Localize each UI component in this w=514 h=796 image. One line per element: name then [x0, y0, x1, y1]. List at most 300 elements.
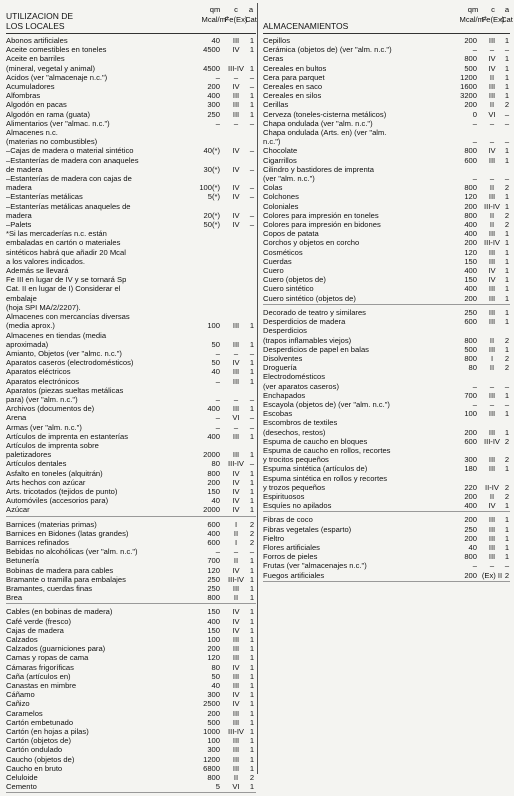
a-value: 2 [504, 570, 510, 580]
a-value: 1 [249, 782, 255, 792]
item-name: Espuma sintética en rollos y recortes [263, 473, 388, 483]
a-value: 1 [249, 671, 255, 681]
header-a: a Cat [245, 5, 257, 24]
item-name: (materias no combustibles) [6, 137, 98, 147]
c-value: – [489, 399, 495, 409]
table-row [6, 119, 256, 128]
item-name: Cerveza (toneles-cisterna metálicos) [263, 109, 387, 119]
item-name: aproximada) [6, 339, 49, 349]
table-row [6, 174, 256, 183]
qm-value: – [472, 381, 477, 391]
qm-value: 120 [207, 565, 220, 575]
a-value: 1 [504, 524, 510, 534]
a-value: 1 [249, 496, 255, 506]
table-row [6, 653, 256, 662]
qm-value: 30(*) [203, 164, 220, 174]
table-row [263, 317, 510, 326]
c-value: III [232, 367, 240, 377]
c-value: IV [488, 275, 496, 285]
c-value: III [488, 256, 496, 266]
qm-value: 200 [464, 570, 477, 580]
table-row [6, 137, 256, 146]
a-value: – [504, 174, 510, 184]
a-value: 2 [249, 528, 255, 538]
table-group [6, 520, 256, 605]
item-name: Chocolate [263, 146, 298, 156]
a-value: 1 [249, 468, 255, 478]
header-c: c Fe(Ex) [481, 5, 505, 24]
table-row [6, 718, 256, 727]
qm-value: 600 [464, 436, 477, 446]
c-value: IV [232, 358, 240, 368]
qm-value: 50(*) [203, 220, 220, 230]
c-value: III [488, 284, 496, 294]
table-row [6, 575, 256, 584]
table-row [6, 736, 256, 745]
table-row [263, 275, 510, 284]
item-name: Fibras vegetales (esparto) [263, 524, 352, 534]
item-name: Colores para impresión en bidones [263, 220, 381, 230]
qm-value: 400 [207, 91, 220, 101]
item-name: Cera para parquet [263, 72, 325, 82]
qm-value: 3200 [460, 91, 477, 101]
table-row [6, 699, 256, 708]
a-value: 1 [504, 238, 510, 248]
item-name: Caucho (objetos de) [6, 754, 75, 764]
a-value: – [504, 561, 510, 571]
c-value: III [232, 321, 240, 331]
c-value: III [232, 431, 240, 441]
qm-value: 5 [215, 782, 220, 792]
a-value: 1 [504, 201, 510, 211]
qm-value: 300 [464, 455, 477, 465]
c-value: III [232, 653, 240, 663]
table-row [263, 183, 510, 192]
item-name: Coloniales [263, 201, 299, 211]
table-row [263, 220, 510, 229]
item-name: Fuegos artificiales [263, 570, 325, 580]
c-value: IV [232, 616, 240, 626]
a-value: 1 [249, 708, 255, 718]
qm-value: 40 [468, 542, 477, 552]
qm-value: 40 [211, 36, 220, 45]
qm-value: 800 [464, 146, 477, 156]
table-row [263, 119, 510, 128]
table-row [6, 663, 256, 672]
table-row [263, 336, 510, 345]
item-name: Copos de patata [263, 229, 319, 239]
table-row [6, 441, 256, 450]
a-value: 1 [504, 542, 510, 552]
item-name: Aparatos eléctricos [6, 367, 71, 377]
item-name: Cañizo [6, 699, 30, 709]
item-name: Colchones [263, 192, 299, 202]
item-name: (mineral, vegetal y animal) [6, 63, 96, 73]
a-value: 2 [504, 335, 510, 345]
item-name: –Estanterías metálicas [6, 192, 83, 202]
table-row [263, 437, 510, 446]
c-value: III [488, 155, 496, 165]
a-value: 1 [249, 717, 255, 727]
a-value: 1 [249, 63, 255, 73]
c-value: II [489, 491, 495, 501]
table-row [6, 459, 256, 468]
a-value: – [249, 422, 255, 432]
table-row [6, 478, 256, 487]
c-value: II [489, 335, 495, 345]
c-value: III [488, 515, 496, 525]
item-name: Azúcar [6, 505, 30, 515]
c-value: IV [232, 690, 240, 700]
qm-value: 200 [207, 477, 220, 487]
table-row [6, 100, 256, 109]
qm-value: 300 [207, 690, 220, 700]
c-value: IV [488, 266, 496, 276]
c-value: IV [232, 183, 240, 193]
a-value: 1 [504, 344, 510, 354]
qm-value: 800 [464, 552, 477, 562]
a-value: 1 [249, 358, 255, 368]
item-name: Canastas en mimbre [6, 681, 77, 691]
item-name: Aparatos electrónicos [6, 376, 80, 386]
table-row [263, 382, 510, 391]
qm-value: 50 [211, 671, 220, 681]
c-value: III [232, 717, 240, 727]
item-name: Desperdicios de madera [263, 317, 346, 327]
table-row [6, 331, 256, 340]
table-row [6, 303, 256, 312]
table-row [6, 635, 256, 644]
qm-value: 100 [207, 635, 220, 644]
right-table-body [263, 34, 510, 582]
table-row [263, 64, 510, 73]
c-value: III [488, 524, 496, 534]
a-value: – [249, 164, 255, 174]
item-name: (desechos, restos) [263, 427, 326, 437]
item-name: –Estanterías de madera con cajas de [6, 174, 132, 184]
a-value: 1 [249, 690, 255, 700]
c-value: III [232, 745, 240, 755]
a-value: 1 [504, 72, 510, 82]
table-row [263, 82, 510, 91]
table-row [263, 308, 510, 317]
qm-value: – [215, 422, 220, 432]
item-name: Cartón (objetos de) [6, 736, 72, 746]
item-name: Esquíes no apilados [263, 501, 332, 511]
c-value: III [488, 293, 496, 303]
item-name: Amianto, Objetos (ver "almc. n.c.") [6, 348, 122, 358]
item-name: Acidos (ver "almacenaje n.c.") [6, 72, 108, 82]
table-row [6, 644, 256, 653]
qm-value: 180 [464, 464, 477, 474]
table-row [6, 165, 256, 174]
a-value: – [249, 348, 255, 358]
qm-value: 600 [207, 519, 220, 529]
table-row [263, 110, 510, 119]
a-value: 1 [249, 486, 255, 496]
item-name: (media aprox.) [6, 321, 55, 331]
item-name: Fieltro [263, 533, 285, 543]
a-value: 2 [249, 537, 255, 547]
a-value: – [249, 72, 255, 82]
qm-value: 400 [464, 229, 477, 239]
qm-value: 80 [211, 459, 220, 469]
a-value: – [249, 459, 255, 469]
c-value: III-IV [483, 201, 501, 211]
a-value: 2 [504, 183, 510, 193]
table-row [263, 354, 510, 363]
qm-value: 80 [211, 662, 220, 672]
a-value: 1 [504, 284, 510, 294]
qm-value: 400 [464, 284, 477, 294]
qm-value: 200 [464, 515, 477, 525]
c-value: III [232, 91, 240, 101]
a-value: – [249, 413, 255, 423]
qm-value: 500 [464, 63, 477, 73]
table-row [6, 469, 256, 478]
item-name: Almacenes en tiendas (media [6, 330, 107, 340]
qm-value: – [472, 561, 477, 571]
qm-value: 50 [211, 339, 220, 349]
qm-value: 200 [464, 201, 477, 211]
qm-value: 400 [464, 266, 477, 276]
left-column-title: UTILIZACION DE LOS LOCALES [6, 11, 74, 31]
item-name: Cuero sintético (objetos de) [263, 293, 356, 303]
item-name: Aceite en barriles [6, 54, 65, 64]
table-row [263, 409, 510, 418]
c-value: III-IV [227, 727, 245, 737]
header-qm: qm Mcal/m² [459, 5, 487, 24]
a-value: 1 [249, 727, 255, 737]
table-row [6, 156, 256, 165]
c-value: III [232, 644, 240, 654]
qm-value: 80 [468, 363, 477, 373]
c-value: (Ex) II [481, 570, 503, 580]
qm-value: – [472, 174, 477, 184]
item-name: de madera [6, 164, 43, 174]
item-name: Cartón embetunado [6, 717, 74, 727]
table-row [6, 607, 256, 616]
a-value: 2 [249, 519, 255, 529]
qm-value: – [472, 118, 477, 128]
item-name: Cereales en saco [263, 82, 323, 92]
c-value: III-IV [483, 238, 501, 248]
left-column [6, 3, 256, 796]
qm-value: 600 [464, 317, 477, 327]
qm-value: 0 [472, 109, 477, 119]
a-value: 1 [504, 515, 510, 525]
qm-value: 200 [464, 36, 477, 45]
c-value: III [488, 427, 496, 437]
table-row [263, 525, 510, 534]
a-value: – [504, 109, 510, 119]
table-row [263, 455, 510, 464]
a-value: 1 [249, 565, 255, 575]
item-name: Cereales en silos [263, 91, 322, 101]
table-row [6, 782, 256, 791]
table-row [6, 681, 256, 690]
table-row [6, 432, 256, 441]
a-value: 2 [249, 773, 255, 783]
qm-value: 200 [464, 100, 477, 110]
qm-value: 4500 [203, 45, 220, 55]
qm-value: 800 [207, 773, 220, 783]
item-name: sintéticos habrá que añadir 20 Mcal [6, 247, 126, 257]
qm-value: – [472, 45, 477, 55]
right-column-title: ALMACENAMIENTOS [263, 21, 349, 31]
qm-value: 220 [464, 482, 477, 492]
table-row [6, 745, 256, 754]
c-value: IV [232, 505, 240, 515]
a-value: 1 [504, 409, 510, 419]
item-name: Cuero [263, 266, 284, 276]
c-value: IV [232, 486, 240, 496]
table-row [6, 358, 256, 367]
item-name: Cuero sintético [263, 284, 314, 294]
c-value: III [488, 409, 496, 419]
c-value: IV [488, 54, 496, 64]
item-name: Abonos artificiales [6, 36, 68, 45]
item-name: Escayola (objetos de) (ver "alm. n.c.") [263, 399, 390, 409]
item-name: Alimentarios (ver "almac. n.c.") [6, 118, 110, 128]
item-name: (ver "alm. n.c.") [263, 174, 315, 184]
qm-value: 250 [464, 307, 477, 317]
a-value: 1 [249, 367, 255, 377]
item-name: Arts. tricotados (tejidos de punto) [6, 486, 118, 496]
item-name: Armas (ver "alm. n.c.") [6, 422, 82, 432]
a-value: 1 [249, 745, 255, 755]
table-row [6, 556, 256, 565]
item-name: Betunería [6, 556, 39, 566]
c-value: III [488, 91, 496, 101]
qm-value: 800 [464, 335, 477, 345]
item-name: Bramantes, cuerdas finas [6, 583, 93, 593]
table-row [6, 367, 256, 376]
item-name: Decorado de teatro y similares [263, 307, 366, 317]
qm-value: – [215, 118, 220, 128]
qm-value: 700 [464, 390, 477, 400]
a-value: 2 [504, 436, 510, 446]
qm-value: 600 [464, 155, 477, 165]
a-value: 2 [504, 220, 510, 230]
item-name: Chapa ondulada (Arts. en) (ver "alm. [263, 128, 387, 138]
a-value: 1 [249, 662, 255, 672]
qm-value: 20(*) [203, 210, 220, 220]
c-value: III-IV [227, 459, 245, 469]
qm-value: 400 [207, 528, 220, 538]
table-row [263, 483, 510, 492]
qm-value: 200 [207, 82, 220, 92]
table-row [263, 229, 510, 238]
item-name: Almacenes n.c. [6, 128, 58, 138]
c-value: – [233, 72, 239, 82]
table-row [6, 146, 256, 155]
qm-value: 800 [464, 183, 477, 193]
qm-value: 200 [464, 533, 477, 543]
qm-value: 150 [207, 625, 220, 635]
qm-value: 800 [464, 353, 477, 363]
item-name: Además se llevará [6, 266, 69, 276]
a-value: 1 [249, 607, 255, 617]
table-row [263, 391, 510, 400]
qm-value: – [215, 413, 220, 423]
qm-value: 50 [211, 358, 220, 368]
a-value: – [249, 146, 255, 156]
a-value: 1 [504, 247, 510, 257]
a-value: 1 [249, 653, 255, 663]
table-group [6, 36, 256, 517]
table-row [6, 349, 256, 358]
item-name: (trapos inflamables viejos) [263, 335, 352, 345]
c-value: II [489, 220, 495, 230]
qm-value: 1600 [460, 82, 477, 92]
c-value: I [234, 537, 238, 547]
a-value: – [504, 118, 510, 128]
left-column-header [6, 3, 256, 34]
item-name: y trocitos pequeños [263, 455, 329, 465]
table-row [263, 174, 510, 183]
a-value: 1 [249, 505, 255, 515]
a-value: 1 [249, 754, 255, 764]
c-value: III-IV [483, 436, 501, 446]
c-value: III [488, 192, 496, 202]
qm-value: 150 [464, 256, 477, 266]
a-value: 1 [249, 681, 255, 691]
qm-value: 400 [207, 431, 220, 441]
a-value: 1 [249, 109, 255, 119]
qm-value: 250 [207, 109, 220, 119]
c-value: – [489, 174, 495, 184]
qm-value: 800 [464, 54, 477, 64]
qm-value: 1200 [460, 72, 477, 82]
c-value: IV [232, 192, 240, 202]
item-name: Cámaras frigoríficas [6, 662, 74, 672]
item-name: Espuma de caucho en rollos, recortes [263, 445, 391, 455]
qm-value: 100 [464, 409, 477, 419]
c-value: III [488, 229, 496, 239]
table-row [6, 64, 256, 73]
qm-value: 4500 [203, 63, 220, 73]
a-value: – [504, 399, 510, 409]
qm-value: 100(*) [199, 183, 220, 193]
item-name: Colores para impresión en toneles [263, 210, 379, 220]
item-name: paletizadores [6, 450, 52, 460]
a-value: – [249, 82, 255, 92]
a-value: – [504, 45, 510, 55]
qm-value: 100 [207, 736, 220, 746]
qm-value: 400 [464, 501, 477, 511]
c-value: II [233, 528, 239, 538]
c-value: III [488, 464, 496, 474]
item-name: Cartón (en hojas a pilas) [6, 727, 89, 737]
c-value: III [232, 404, 240, 414]
c-value: II [233, 556, 239, 566]
c-value: III [232, 681, 240, 691]
c-value: II [489, 183, 495, 193]
item-name: Artículos dentales [6, 459, 67, 469]
table-row [263, 464, 510, 473]
a-value: 2 [504, 482, 510, 492]
table-row [6, 91, 256, 100]
a-value: 1 [249, 635, 255, 644]
table-row [263, 156, 510, 165]
item-name: Aparatos (piezas sueltas metálicas [6, 385, 124, 395]
c-value: II [489, 363, 495, 373]
table-row [263, 501, 510, 510]
c-value: III [232, 583, 240, 593]
item-name: (ver aparatos caseros) [263, 381, 339, 391]
item-name: Algodón en rama (guata) [6, 109, 91, 119]
